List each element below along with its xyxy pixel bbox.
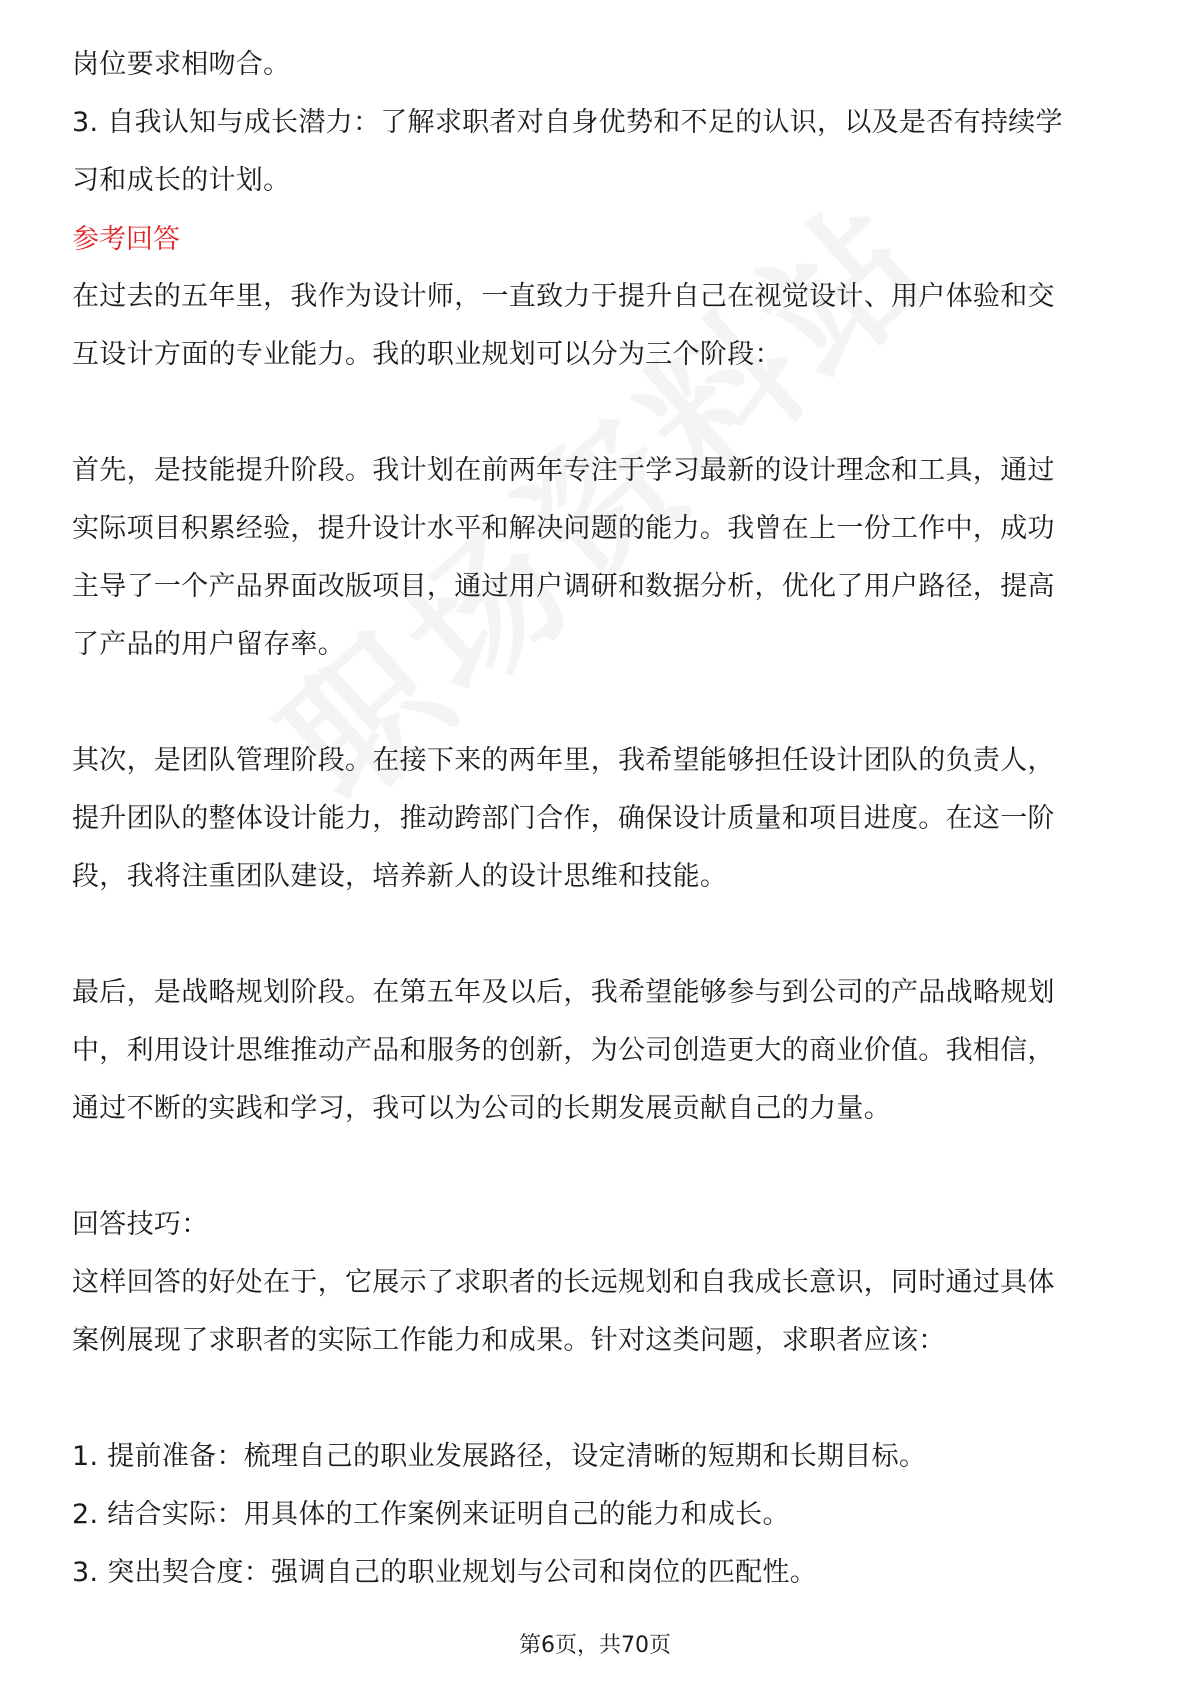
answer-heading: 参考回答 — [72, 224, 180, 255]
intro-list-item: 3. 自我认知与成长潜力：了解求职者对自身优势和不足的认识，以及是否有持续学 — [72, 107, 1063, 138]
answer-paragraph-line: 主导了一个产品界面改版项目，通过用户调研和数据分析，优化了用户路径，提高 — [72, 571, 1055, 602]
answer-paragraph-line: 最后，是战略规划阶段。在第五年及以后，我希望能够参与到公司的产品战略规划 — [72, 977, 1055, 1008]
answer-paragraph-line: 中，利用设计思维推动产品和服务的创新，为公司创造更大的商业价值。我相信， — [72, 1035, 1055, 1066]
answer-paragraph-line: 在过去的五年里，我作为设计师，一直致力于提升自己在视觉设计、用户体验和交 — [72, 281, 1055, 312]
tips-list-item: 2. 结合实际：用具体的工作案例来证明自己的能力和成长。 — [72, 1499, 790, 1530]
tips-paragraph-line: 这样回答的好处在于，它展示了求职者的长远规划和自我成长意识，同时通过具体 — [72, 1267, 1055, 1298]
answer-paragraph-line: 了产品的用户留存率。 — [72, 629, 345, 660]
answer-paragraph-line: 段，我将注重团队建设，培养新人的设计思维和技能。 — [72, 861, 728, 892]
tips-paragraph-line: 案例展现了求职者的实际工作能力和成果。针对这类问题，求职者应该： — [72, 1325, 946, 1356]
answer-paragraph-line: 其次，是团队管理阶段。在接下来的两年里，我希望能够担任设计团队的负责人， — [72, 745, 1055, 776]
document-page — [72, 36, 1122, 1602]
answer-paragraph-line: 提升团队的整体设计能力，推动跨部门合作，确保设计质量和项目进度。在这一阶 — [72, 803, 1055, 834]
page-number: 第6页，共70页 — [519, 1633, 671, 1658]
answer-paragraph-line: 实际项目积累经验，提升设计水平和解决问题的能力。我曾在上一份工作中，成功 — [72, 513, 1055, 544]
answer-paragraph-line: 通过不断的实践和学习，我可以为公司的长期发展贡献自己的力量。 — [72, 1093, 891, 1124]
answer-paragraph-line: 首先，是技能提升阶段。我计划在前两年专注于学习最新的设计理念和工具，通过 — [72, 455, 1055, 486]
tips-heading: 回答技巧： — [72, 1209, 209, 1240]
tips-list-item: 1. 提前准备：梳理自己的职业发展路径，设定清晰的短期和长期目标。 — [72, 1441, 927, 1472]
intro-line: 习和成长的计划。 — [72, 165, 291, 196]
answer-paragraph-line: 互设计方面的专业能力。我的职业规划可以分为三个阶段： — [72, 339, 782, 370]
intro-line: 岗位要求相吻合。 — [72, 49, 291, 80]
tips-list-item: 3. 突出契合度：强调自己的职业规划与公司和岗位的匹配性。 — [72, 1557, 818, 1588]
